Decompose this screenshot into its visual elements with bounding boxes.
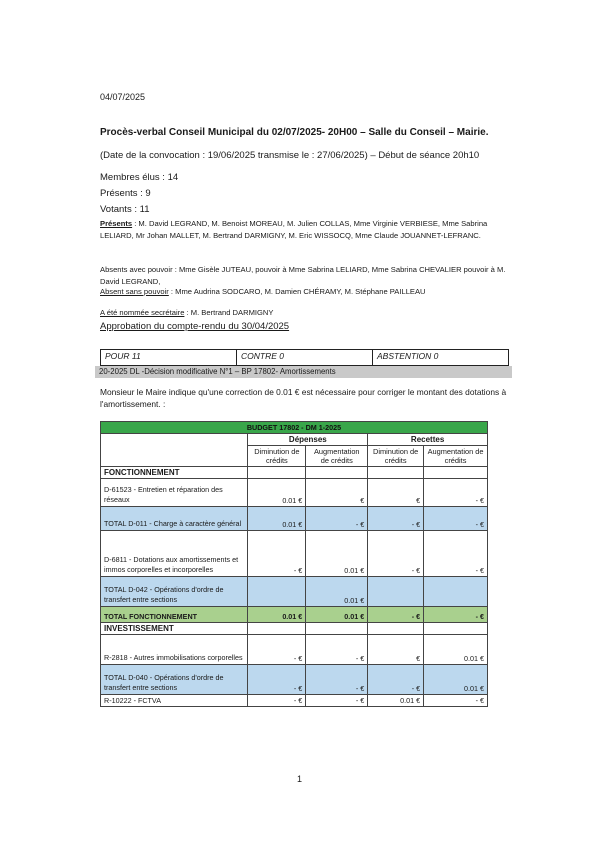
table-cell: - € bbox=[306, 695, 368, 707]
deliberation-intro: Monsieur le Maire indique qu'une correction de 0.01 € est nécessaire pour corriger le montant des dotations à l'amortissement. : bbox=[100, 387, 507, 409]
table-row-label: D-61523 - Entretien et réparation des réseaux bbox=[101, 479, 248, 507]
table-row-label: R-2818 - Autres immobilisations corporelles bbox=[101, 635, 248, 665]
table-cell: - € bbox=[424, 507, 488, 531]
table-cell: - € bbox=[248, 665, 306, 695]
table-cell: - € bbox=[306, 507, 368, 531]
table-cell: € bbox=[368, 479, 424, 507]
table-cell: 0.01 € bbox=[306, 531, 368, 577]
absents-pouvoir-label: Absents avec pouvoir bbox=[100, 265, 173, 274]
approbation-title: Approbation du compte-rendu du 30/04/2025 bbox=[100, 321, 290, 332]
table-cell: - € bbox=[368, 665, 424, 695]
absents-pouvoir-paragraph bbox=[100, 264, 510, 287]
absents-pouvoir-list: : Mme Gisèle JUTEAU, pouvoir à Mme Sabrina LELIARD, Mme Sabrina CHEVALIER pouvoir à M. David LEGRAND, bbox=[100, 265, 506, 286]
table-cell: € bbox=[368, 635, 424, 665]
table-cell: - € bbox=[368, 507, 424, 531]
header-empty-cell bbox=[101, 434, 248, 467]
table-cell: 0.01 € bbox=[368, 695, 424, 707]
table-cell: 0.01 € bbox=[248, 507, 306, 531]
table-cell: 0.01 € bbox=[248, 607, 306, 623]
deliberation-title: 20-2025 DL -Décision modificative N°1 – BP 17802- Amortissements bbox=[95, 366, 512, 378]
table-cell bbox=[248, 577, 306, 607]
recettes-header: Recettes bbox=[368, 434, 488, 446]
depenses-header: Dépenses bbox=[248, 434, 368, 446]
presents-count: Présents : 9 bbox=[100, 188, 151, 199]
table-cell: - € bbox=[248, 531, 306, 577]
secretaire-name: : M. Bertrand DARMIGNY bbox=[184, 308, 274, 317]
section-investissement: INVESTISSEMENT bbox=[101, 623, 248, 635]
table-row-label: TOTAL FONCTIONNEMENT bbox=[101, 607, 248, 623]
table-cell: - € bbox=[248, 695, 306, 707]
vote-contre: CONTRE 0 bbox=[237, 350, 373, 365]
table-cell: 0.01 € bbox=[248, 479, 306, 507]
table-row-label: TOTAL D-011 - Charge à caractère général bbox=[101, 507, 248, 531]
table-cell bbox=[368, 577, 424, 607]
table-row-label: D-6811 - Dotations aux amortissements et immos corporelles et incorporelles bbox=[101, 531, 248, 577]
table-row-label: TOTAL D-042 - Opérations d'ordre de transfert entre sections bbox=[101, 577, 248, 607]
membres-elus: Membres élus : 14 bbox=[100, 172, 179, 183]
vote-pour: POUR 11 bbox=[101, 350, 237, 365]
document-title: Procès-verbal Conseil Municipal du 02/07/2025- 20H00 – Salle du Conseil – Mairie. bbox=[100, 127, 489, 138]
table-cell: - € bbox=[424, 695, 488, 707]
presents-paragraph bbox=[100, 218, 510, 241]
col-dep-augmentation: Augmentation de crédits bbox=[306, 446, 368, 467]
secretaire-label: A été nommée secrétaire bbox=[100, 308, 185, 317]
col-rec-diminution: Diminution de crédits bbox=[368, 446, 424, 467]
budget-title: BUDGET 17802 - DM 1-2025 bbox=[101, 422, 488, 434]
absent-sans-list: : Mme Audrina SODCARO, M. Damien CHÉRAMY, M. Stéphane PAILLEAU bbox=[168, 287, 426, 296]
absent-sans-paragraph bbox=[100, 286, 510, 298]
section-fonctionnement: FONCTIONNEMENT bbox=[101, 467, 248, 479]
table-cell: € bbox=[306, 479, 368, 507]
presents-list: : M. David LEGRAND, M. Benoist MOREAU, M. Julien COLLAS, Mme Virginie VERBIESE, Mme Sabrina LELIARD, Mr Johan MALLET, M. Bertrand DARMIGNY, M. Eric WISSOCQ, Mme Claude JOUANNET-LEFRANC. bbox=[100, 219, 488, 240]
presents-label: Présents bbox=[100, 219, 133, 228]
table-cell: - € bbox=[306, 635, 368, 665]
table-cell bbox=[424, 577, 488, 607]
votants-count: Votants : 11 bbox=[100, 204, 150, 215]
document-date: 04/07/2025 bbox=[100, 92, 146, 102]
col-dep-diminution: Diminution de crédits bbox=[248, 446, 306, 467]
table-cell: 0.01 € bbox=[424, 635, 488, 665]
absent-sans-label: Absent sans pouvoir bbox=[100, 287, 169, 296]
secretaire-paragraph bbox=[100, 307, 510, 319]
table-cell: - € bbox=[248, 635, 306, 665]
table-row-label: R-10222 - FCTVA bbox=[101, 695, 248, 707]
vote-results bbox=[100, 349, 509, 366]
table-cell: - € bbox=[306, 665, 368, 695]
table-cell: - € bbox=[368, 531, 424, 577]
table-cell: - € bbox=[424, 531, 488, 577]
table-cell: - € bbox=[424, 607, 488, 623]
table-cell: - € bbox=[424, 479, 488, 507]
table-cell: 0.01 € bbox=[306, 577, 368, 607]
table-cell: 0.01 € bbox=[424, 665, 488, 695]
convocation-line: (Date de la convocation : 19/06/2025 transmise le : 27/06/2025) – Début de séance 20h10 bbox=[100, 150, 480, 161]
table-cell: 0.01 € bbox=[306, 607, 368, 623]
page-number: 1 bbox=[297, 774, 303, 784]
vote-abstention: ABSTENTION 0 bbox=[377, 351, 439, 361]
budget-table bbox=[100, 421, 488, 707]
table-row-label: TOTAL D-040 - Opérations d'ordre de transfert entre sections bbox=[101, 665, 248, 695]
col-rec-augmentation: Augmentation de crédits bbox=[424, 446, 488, 467]
table-cell: - € bbox=[368, 607, 424, 623]
